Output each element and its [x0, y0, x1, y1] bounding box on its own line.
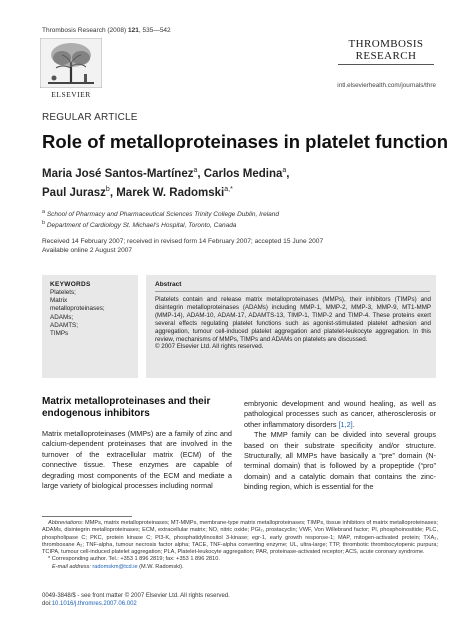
article-title: Role of metalloproteinases in platelet function [42, 131, 449, 152]
keyword-item: Matrix [50, 297, 68, 305]
elsevier-tree-logo [40, 38, 102, 88]
keywords-list [50, 289, 135, 338]
abstract-rule [155, 291, 430, 292]
doi-link[interactable]: 10.1016/j.thromres.2007.06.002 [51, 601, 137, 607]
abstract-body: Platelets contain and release matrix metalloproteinases (MMPs), their inhibitors (TIMPs) and disintegrin metalloproteinases (ADAMs) including MMP-1, MMP-2, MMP-3, MMP-9, MT1-MMP (MMP-14), ADAM-10, ADAM-17, ADAMTS-13, TIMP-1, TIMP-2 and TIMP-4. These proteins exert several effects regulating platelet functions such as agonist-stimulated platelet adhesion and aggregation, tumour cell-induced platelet aggregation and platelet-leukocyte aggregation. In this review, mechanisms of MMPs, TIMPs and ADAMs on platelets are discussed. © 2007 Elsevier Ltd. All rights reserved. [155, 296, 431, 351]
email-link[interactable]: radomskm@tcd.ie [92, 563, 138, 570]
article-type: REGULAR ARTICLE [42, 112, 138, 123]
footer-copyright: 0049-3848/$ - see front matter © 2007 Elsevier Ltd. All rights reserved. doi:10.1016/j.thromres.2007.06.002 [42, 593, 230, 607]
author-list: Maria José Santos-Martínez$^a$, Carlos Medina$^a$, Paul Jurasz$^b$, Marek W. Radomski$^{a,*}$ [42, 167, 290, 199]
keyword-item: ADAMTS; [50, 321, 78, 329]
keyword-item: TIMPs [50, 330, 69, 338]
reference-link[interactable]: [1,2] [338, 419, 353, 429]
keywords-heading: KEYWORDS [50, 281, 91, 288]
journal-title-rule [338, 64, 434, 65]
journal-title: THROMBOSIS RESEARCH [348, 38, 424, 62]
journal-url[interactable]: intl.elsevierhealth.com/journals/thre [337, 82, 436, 89]
keyword-item: Platelets; [50, 289, 76, 296]
keyword-item: ADAMs; [50, 313, 74, 321]
affiliations: $^a$ School of Pharmacy and Pharmaceutical Sciences Trinity College Dublin, Ireland $^b$ Department of Cardiology St. Michael's Hospital, Toronto, Canada [42, 209, 280, 230]
body-left-column: Matrix metalloproteinases (MMPs) are a family of zinc and calcium-dependent proteinases that are involved in the turnover of the extracellular matrix (ECM) of the connective tissue. These enzymes are capable of degrading most components of the ECM and mediate a large variety of biological processes including normal [42, 429, 232, 491]
footnote-divider [42, 516, 132, 517]
footnotes: Abbreviations: MMPs, matrix metalloproteinases; MT-MMPs, membrane-type matrix metalloproteinases; TIMPs, tissue inhibitors of matrix metalloproteinases; ADAMs, disintegrin metalloproteinases; ECM, extracellular matrix; NO, nitric oxide; PGI₂, prostacyclin; VWF, Von Willebrand factor; PI, phosphoinositide; PLC, phospholipase C; PKC, protein kinase C; PI3-K, phosphatidylinositol 3-kinase; egr-1, early growth response-1; MAP, mitogen-activated protein; TXA₂, thromboxane A₂; TNF-alpha, tumour necrosis factor alpha; TACE, TNF-alpha converting enzyme; UL, ultra-large; TTP, thrombotic thrombocytopenic purpura; TCIPA, tumour cell-induced platelet aggregation; PLA, Platelet-leukocyte aggregation; PAR, proteinase-activated receptor; ACS, acute coronary syndrome. * Corresponding author. Tel.: +353 1 896 2819; fax: +353 1 896 2810. E-mail address: radomskm@tcd.ie (M.W. Radomski). [42, 520, 438, 570]
abstract-heading: Abstract [155, 281, 182, 288]
publisher-name: ELSEVIER [51, 90, 91, 99]
article-dates: Received 14 February 2007; received in revised form 14 February 2007; accepted 15 June 2007 Available online 2 August 2007 [42, 238, 324, 254]
keyword-item: metalloproteinases; [50, 305, 105, 313]
section-heading: Matrix metalloproteinases and their endogenous inhibitors [42, 396, 211, 419]
body-right-column: embryonic development and wound healing, as well as pathological processes such as cancer, atherosclerosis or other inflammatory disorders [1,2]. The MMP family can be divided into several groups based on their substrate specificity and/or structure. Structurally, all MMPs have basically a “pre” domain (N-terminal domain) that is followed by a propeptide (“pro” domain) and a catalytic domain that contains the zinc-binding region, which is essential for the [244, 399, 436, 492]
journal-citation: Thrombosis Research (2008) 121, 535—542 [42, 27, 171, 34]
